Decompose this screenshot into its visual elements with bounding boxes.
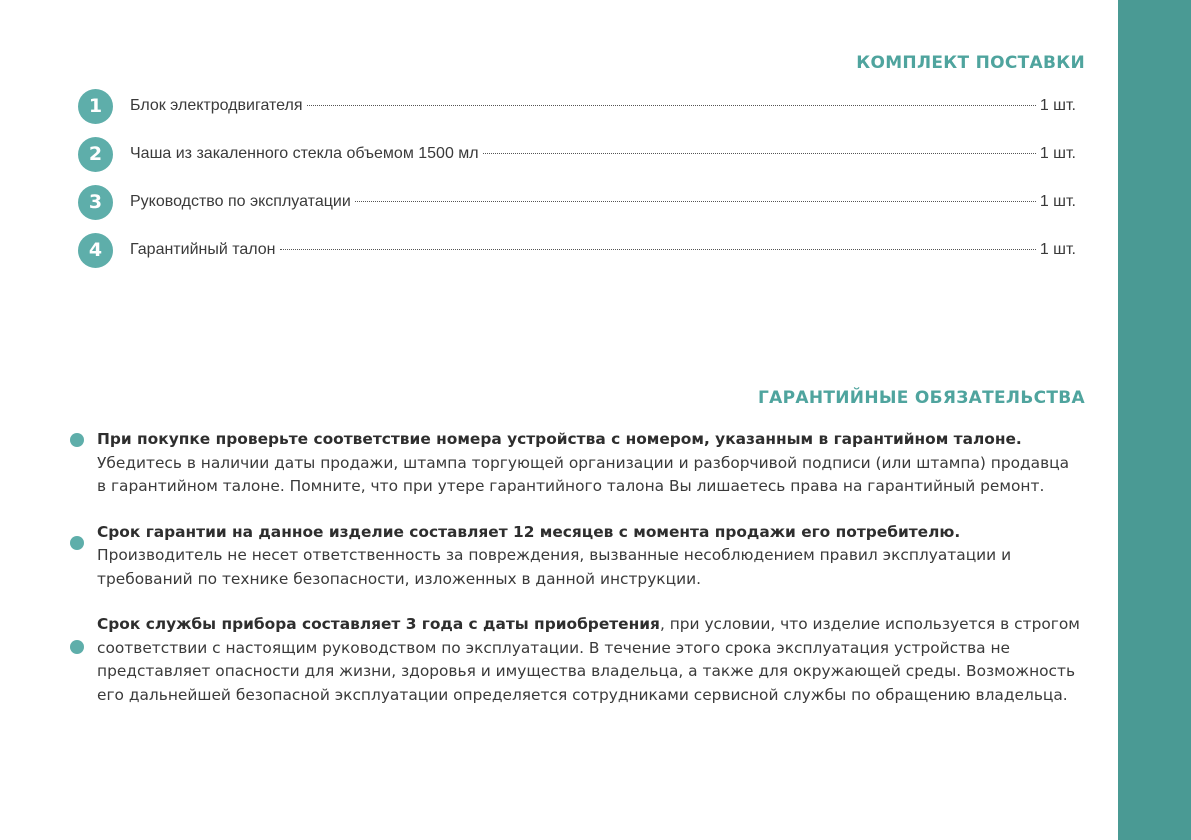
warranty-paragraph — [70, 521, 1080, 592]
kit-item-number-badge: 3 — [78, 185, 113, 220]
kit-item-number-badge: 2 — [78, 137, 113, 172]
kit-section-title: КОМПЛЕКТ ПОСТАВКИ — [856, 53, 1085, 73]
kit-item — [78, 178, 1076, 226]
warranty-section-title: ГАРАНТИЙНЫЕ ОБЯЗАТЕЛЬСТВА — [758, 388, 1085, 408]
kit-item — [78, 226, 1076, 274]
kit-item-quantity: 1 шт. — [1039, 97, 1076, 114]
warranty-paragraph — [70, 428, 1080, 499]
warranty-paragraph — [70, 613, 1080, 707]
dot-leader — [280, 249, 1036, 250]
dot-leader — [355, 201, 1036, 202]
dot-leader — [483, 153, 1036, 154]
bullet-dot — [70, 536, 84, 550]
kit-item-quantity: 1 шт. — [1039, 193, 1076, 210]
kit-item — [78, 82, 1076, 130]
warranty-body-text: Убедитесь в наличии даты продажи, штампа торгующей организации и разборчивой подписи (или штампа) продавца в гарантийном талоне. Помните, что при утере гарантийного талона Вы лишаетесь права на гарантийный ремонт. — [97, 453, 1070, 495]
kit-list — [78, 82, 1076, 274]
kit-item-number-badge: 1 — [78, 89, 113, 124]
kit-item — [78, 130, 1076, 178]
warranty-body-text: Производитель не несет ответственность за повреждения, вызванные несоблюдением правил эксплуатации и требований по технике безопасности, изложенных в данной инструкции. — [97, 546, 1012, 588]
warranty-bold-lead: Срок службы прибора составляет 3 года с даты приобретения — [97, 615, 660, 633]
warranty-body-text: , при условии, что изделие используется в строгом соответствии с настоящим руководством по эксплуатации. В течение этого срока эксплуатация устройства не представляет опасности для жизни, здоровья и имущества владельца, а также для окружающей среды. Возможность его дальнейшей безопасной эксплуатации определяется сотрудниками сервисной службы по обращению владельца. — [97, 615, 1080, 704]
bullet-dot — [70, 640, 84, 654]
dot-leader — [307, 105, 1036, 106]
kit-item-name: Руководство по эксплуатации — [130, 193, 351, 210]
kit-item-quantity: 1 шт. — [1039, 241, 1076, 258]
side-accent-band — [1118, 0, 1191, 840]
warranty-list — [70, 428, 1080, 729]
kit-item-name: Гарантийный талон — [130, 241, 276, 258]
warranty-bold-lead: Срок гарантии на данное изделие составляет 12 месяцев с момента продажи его потребителю. — [97, 522, 961, 541]
kit-item-quantity: 1 шт. — [1039, 145, 1076, 162]
kit-item-name: Блок электродвигателя — [130, 97, 303, 114]
kit-item-number-badge: 4 — [78, 233, 113, 268]
warranty-bold-lead: При покупке проверьте соответствие номера устройства с номером, указанным в гарантийном талоне. — [97, 430, 1022, 448]
bullet-dot — [70, 433, 84, 447]
kit-item-name: Чаша из закаленного стекла объемом 1500 мл — [130, 145, 479, 162]
